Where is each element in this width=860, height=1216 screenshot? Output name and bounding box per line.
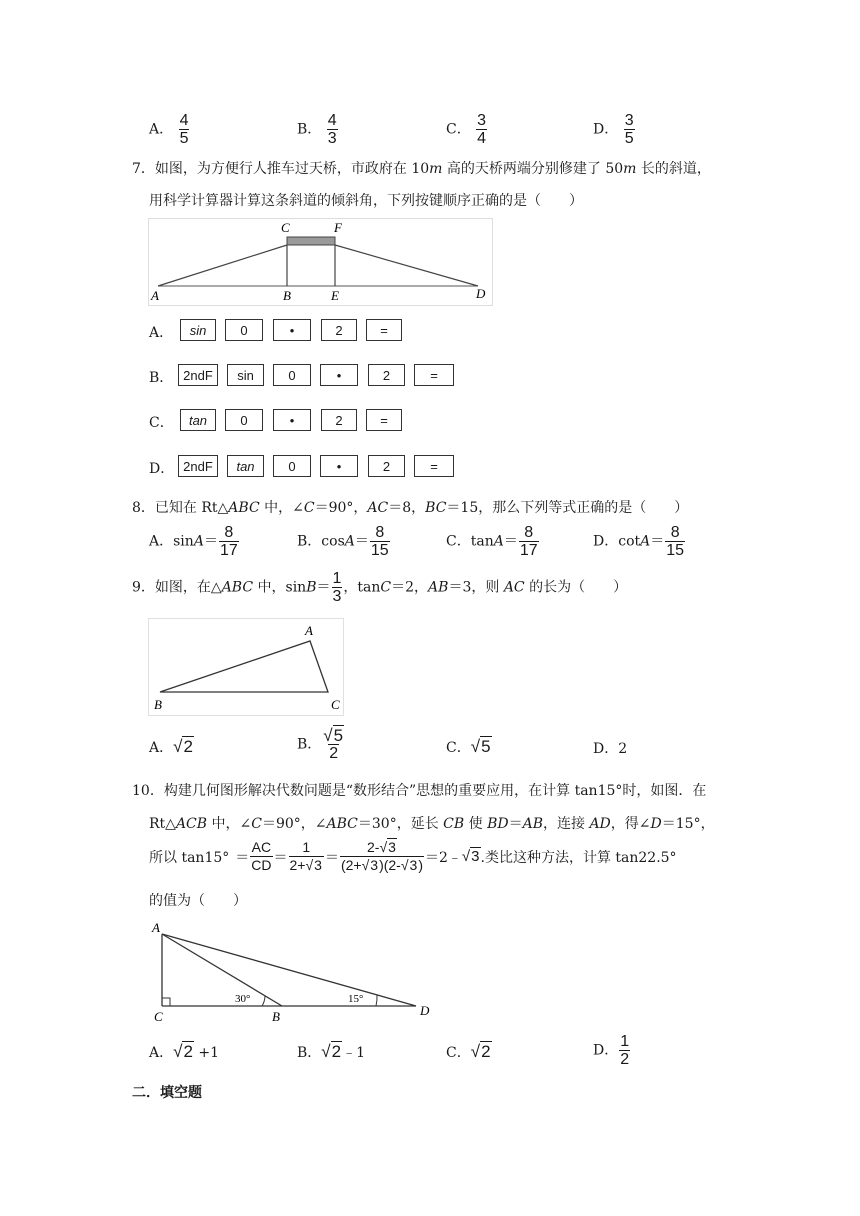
text: ＝	[508, 816, 523, 832]
q7-stem-line1	[132, 158, 711, 178]
q8-option-b	[297, 524, 391, 559]
key-tan: tan	[227, 455, 264, 477]
right-angle-mark	[162, 998, 170, 1006]
q6-option-a	[149, 112, 190, 147]
sqrt: √2	[470, 1042, 491, 1061]
denominator: 4	[477, 130, 487, 147]
text: 7．如图，为方便行人推车过天桥，市政府在 10	[132, 161, 430, 177]
option-letter: B．	[297, 736, 322, 753]
text: ＝90°，	[314, 500, 368, 516]
q9-option-b	[297, 727, 346, 762]
q8-stem	[132, 497, 688, 517]
numerator: 8	[524, 524, 534, 541]
key-2: 2	[368, 364, 405, 386]
q9-option-d	[593, 738, 627, 758]
var: A	[640, 533, 651, 550]
label-e: E	[331, 288, 339, 303]
text: ＝2﹣	[425, 849, 462, 866]
var: AC	[503, 579, 525, 596]
q7-option-c-letter: C．	[149, 415, 174, 431]
radicand: 5	[333, 726, 344, 745]
key-2: 2	[321, 409, 357, 431]
fraction	[519, 524, 539, 559]
value: 2	[618, 741, 628, 757]
numerator: 3	[477, 112, 487, 129]
unit: m	[623, 161, 637, 177]
key-0: 0	[273, 364, 311, 386]
key-dot: •	[273, 319, 311, 341]
q9-option-c	[446, 737, 492, 757]
text: 中，∠	[259, 500, 304, 516]
radicand: 3	[409, 857, 418, 873]
fraction-ac-cd	[250, 839, 272, 874]
var: A	[493, 533, 504, 550]
key-sin: sin	[227, 364, 264, 386]
key-equals: =	[366, 319, 402, 341]
denominator	[289, 856, 324, 874]
q10-option-b	[297, 1042, 365, 1062]
key-2: 2	[368, 455, 405, 477]
eq: ＝	[235, 849, 250, 866]
radicand: 3	[388, 839, 396, 855]
fraction	[370, 524, 390, 559]
q7-option-a-letter: A．	[149, 325, 174, 341]
fraction	[322, 727, 345, 762]
option-letter: A．	[149, 1045, 174, 1061]
q6-option-b	[297, 112, 339, 147]
label-b: B	[283, 288, 291, 303]
q6-option-c	[446, 112, 488, 147]
fraction	[624, 112, 635, 147]
option-letter: D．	[593, 741, 619, 757]
sqrt: √3	[379, 839, 396, 855]
fraction	[665, 524, 685, 559]
fn: tan	[470, 533, 494, 550]
sqrt: √2	[321, 1042, 342, 1061]
var: ACB	[175, 816, 208, 832]
triangle-abc	[160, 641, 328, 692]
var: AB	[522, 816, 543, 832]
radicand: 3	[314, 857, 322, 873]
fraction	[476, 112, 487, 147]
ramp-left	[158, 245, 287, 286]
unit: m	[429, 161, 443, 177]
angle-15-arc	[376, 995, 377, 1006]
var: AC	[367, 500, 389, 516]
radicand: 5	[481, 737, 491, 756]
text: 使	[464, 816, 488, 832]
text: ＝3，则	[448, 579, 504, 596]
q10-option-d	[593, 1033, 631, 1068]
numerator: 8	[375, 524, 385, 541]
q9-option-a	[149, 737, 194, 757]
eq: ＝	[203, 533, 218, 550]
text: ＝90°，∠	[261, 816, 327, 832]
key-0: 0	[273, 455, 311, 477]
radicand: 2	[481, 1042, 491, 1061]
denominator	[340, 856, 424, 874]
var: D	[650, 816, 662, 832]
text: Rt△	[149, 816, 176, 832]
var: C	[380, 579, 392, 596]
figure-frame	[149, 619, 344, 716]
denominator: 2	[329, 745, 339, 762]
label-c: C	[281, 220, 290, 235]
denominator: 15	[370, 542, 389, 559]
suffix: ﹣1	[342, 1045, 366, 1061]
text: 中，∠	[207, 816, 252, 832]
text: ＝30°，延长	[357, 816, 444, 832]
q7-option-b-letter: B．	[149, 370, 174, 386]
label-f: F	[334, 220, 342, 235]
sqrt: √3	[361, 857, 379, 873]
fraction	[327, 112, 338, 147]
numerator: √5	[323, 726, 344, 745]
var: C	[251, 816, 262, 832]
text: ，得∠	[610, 816, 651, 832]
key-dot: •	[273, 409, 311, 431]
fraction-rationalized	[340, 839, 424, 874]
eq: ＝	[354, 533, 369, 550]
key-equals: =	[366, 409, 402, 431]
text: 2-	[367, 839, 380, 855]
option-letter: A．	[149, 533, 174, 550]
q7-option-d-letter: D．	[149, 461, 175, 477]
numerator: 8	[224, 524, 234, 541]
text: )	[418, 857, 423, 873]
radicand: 3	[370, 857, 379, 873]
sqrt: √2	[173, 737, 193, 756]
option-letter: B．	[297, 533, 322, 550]
option-letter: B．	[297, 1045, 322, 1061]
q10-stem-line2	[149, 813, 715, 833]
numerator: 1	[332, 570, 342, 587]
text: ＝8，	[388, 500, 426, 516]
option-letter: D．	[593, 1042, 619, 1059]
bridge-deck	[287, 237, 335, 245]
label-d: D	[420, 1003, 430, 1018]
key-dot: •	[320, 455, 358, 477]
key-0: 0	[225, 319, 263, 341]
eq: ＝	[316, 579, 331, 596]
fraction	[619, 1033, 630, 1068]
option-letter: C．	[446, 740, 471, 756]
var: BD	[487, 816, 509, 832]
text: )(2-	[379, 857, 401, 873]
label-c: C	[331, 697, 340, 712]
text: 9．如图，在△	[132, 579, 222, 596]
text: 2+	[289, 857, 306, 873]
segment-ad	[162, 934, 416, 1006]
label-b: B	[154, 697, 162, 712]
label-b: B	[272, 1009, 280, 1024]
option-letter: D．	[593, 121, 619, 138]
ramp-right	[335, 245, 478, 286]
option-letter: C．	[446, 533, 471, 550]
option-letter: B．	[297, 121, 322, 138]
q10-stem-line1: 10．构建几何图形解决代数问题是“数形结合”思想的重要应用，在计算 tan15°时，如图．在	[132, 783, 707, 799]
section-heading: 二．填空题	[132, 1085, 202, 1101]
eq: ＝	[324, 849, 339, 866]
angle-30-arc	[262, 996, 265, 1006]
option-letter: C．	[446, 121, 471, 138]
var: C	[303, 500, 315, 516]
q9-stem	[132, 570, 627, 605]
var: CB	[443, 816, 465, 832]
denominator: 2	[620, 1051, 630, 1068]
numerator: 4	[327, 112, 337, 129]
radicand: 2	[183, 737, 193, 756]
fn: cos	[321, 533, 345, 550]
denominator: 17	[519, 542, 538, 559]
q9-triangle-figure	[148, 618, 344, 716]
var: AD	[589, 816, 611, 832]
key-dot: •	[320, 364, 358, 386]
segment-ab	[162, 934, 282, 1006]
sqrt: √3	[461, 848, 480, 865]
q10-option-a	[149, 1042, 219, 1062]
q6-option-d	[593, 112, 636, 147]
key-equals: =	[414, 364, 454, 386]
label-c: C	[154, 1009, 163, 1024]
numerator: AC	[251, 839, 272, 855]
key-2ndf: 2ndF	[178, 364, 218, 386]
text: ，tan	[343, 579, 381, 596]
figure-frame	[149, 219, 493, 306]
sqrt: √2	[173, 1042, 193, 1061]
denominator: 3	[332, 588, 342, 605]
key-2: 2	[321, 319, 357, 341]
key-equals: =	[414, 455, 454, 477]
denominator: 15	[666, 542, 685, 559]
var: ABC	[221, 579, 254, 596]
text: (2+	[340, 857, 362, 873]
key-tan: tan	[180, 409, 216, 431]
text: 高的天桥两端分别修建了 50	[442, 161, 624, 177]
fraction	[179, 112, 190, 147]
option-letter: A．	[149, 740, 174, 756]
q7-bridge-figure	[148, 218, 493, 306]
label-a: A	[152, 920, 160, 935]
text: ，连接	[542, 816, 590, 832]
q8-option-c	[446, 524, 540, 559]
sqrt: √3	[400, 857, 418, 873]
fn: sin	[173, 533, 194, 550]
text: 所以 tan15°	[149, 849, 230, 866]
fraction	[332, 570, 343, 605]
text: 8．已知在 Rt△	[132, 500, 229, 516]
fraction	[219, 524, 239, 559]
text: 的长为（ ）	[524, 579, 628, 596]
radicand: 2	[183, 1042, 193, 1061]
var: A	[344, 533, 355, 550]
numerator: 8	[670, 524, 680, 541]
denominator: 5	[179, 130, 189, 147]
q10-stem-line3	[149, 839, 677, 874]
text: 长的斜道，	[636, 161, 711, 177]
text: ＝2，	[391, 579, 429, 596]
key-0: 0	[225, 409, 263, 431]
sqrt: √5	[470, 737, 491, 756]
q7-stem-line2: 用科学计算器计算这条斜道的倾斜角，下列按键顺序正确的是（ ）	[149, 193, 583, 209]
numerator: 4	[179, 112, 189, 129]
denominator: CD	[251, 857, 272, 873]
option-letter: D．	[593, 533, 619, 550]
text: ＝15°，	[661, 816, 715, 832]
suffix: +1	[193, 1045, 220, 1061]
text: ＝15，那么下列等式正确的是（ ）	[446, 500, 689, 516]
angle-15-label: 15°	[348, 993, 364, 1005]
q10-option-c	[446, 1042, 492, 1062]
option-letter: A．	[149, 121, 174, 138]
denominator: 17	[219, 542, 238, 559]
denominator: 3	[327, 130, 337, 147]
var: AB	[428, 579, 449, 596]
radicand: 3	[471, 848, 480, 865]
text: .类比这种方法，计算 tan22.5°	[480, 849, 677, 866]
key-2ndf: 2ndF	[178, 455, 218, 477]
radicand: 2	[331, 1042, 342, 1061]
option-letter: C．	[446, 1045, 471, 1061]
q8-option-d	[593, 524, 686, 559]
numerator: 1	[302, 839, 311, 855]
text: 中，sin	[253, 579, 307, 596]
var: ABC	[326, 816, 358, 832]
numerator: 3	[624, 112, 634, 129]
sqrt: √3	[305, 857, 322, 873]
var: ABC	[228, 500, 260, 516]
denominator: 5	[624, 130, 634, 147]
eq: ＝	[273, 849, 288, 866]
var: B	[306, 579, 317, 596]
angle-30-label: 30°	[235, 993, 251, 1005]
eq: ＝	[650, 533, 665, 550]
numerator: 1	[620, 1033, 630, 1050]
var: BC	[425, 500, 447, 516]
label-a: A	[151, 288, 159, 303]
fn: cot	[618, 533, 641, 550]
fraction-1-over-2-plus-root3	[289, 839, 324, 874]
q10-triangle-figure	[148, 918, 438, 1026]
label-d: D	[476, 286, 486, 301]
label-a: A	[305, 623, 313, 638]
q10-stem-line4: 的值为（ ）	[149, 893, 247, 909]
numerator	[366, 839, 398, 856]
eq: ＝	[503, 533, 518, 550]
key-sin: sin	[180, 319, 216, 341]
q8-option-a	[149, 524, 240, 559]
var: A	[193, 533, 204, 550]
